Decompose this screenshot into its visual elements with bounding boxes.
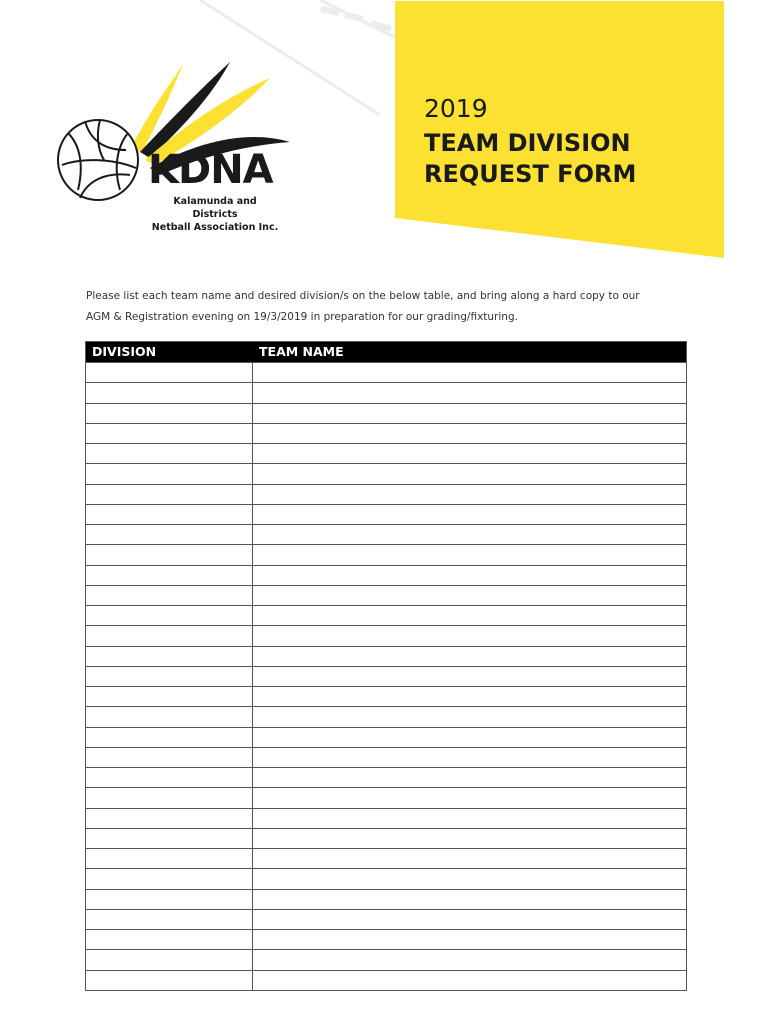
team-name-cell[interactable] <box>253 647 686 666</box>
table-row <box>86 848 686 868</box>
division-cell[interactable] <box>86 485 253 504</box>
division-cell[interactable] <box>86 768 253 787</box>
division-cell[interactable] <box>86 788 253 807</box>
team-name-cell[interactable] <box>253 788 686 807</box>
table-row <box>86 747 686 767</box>
table-row <box>86 524 686 544</box>
division-cell[interactable] <box>86 505 253 524</box>
table-row <box>86 767 686 787</box>
team-name-cell[interactable] <box>253 606 686 625</box>
division-cell[interactable] <box>86 930 253 949</box>
division-cell[interactable] <box>86 626 253 645</box>
division-cell[interactable] <box>86 525 253 544</box>
team-name-cell[interactable] <box>253 464 686 483</box>
table-row <box>86 362 686 382</box>
team-name-cell[interactable] <box>253 910 686 929</box>
table-row <box>86 463 686 483</box>
table-row <box>86 565 686 585</box>
division-cell[interactable] <box>86 809 253 828</box>
division-cell[interactable] <box>86 910 253 929</box>
header-team-name: TEAM NAME <box>259 344 344 359</box>
form-title-line2: REQUEST FORM <box>424 160 637 188</box>
team-name-cell[interactable] <box>253 950 686 969</box>
table-body <box>86 362 686 990</box>
table-row <box>86 403 686 423</box>
logo-subtitle <box>150 195 280 234</box>
logo-acronym: KDNA <box>148 147 273 193</box>
team-name-cell[interactable] <box>253 930 686 949</box>
division-cell[interactable] <box>86 971 253 990</box>
division-cell[interactable] <box>86 586 253 605</box>
team-name-cell[interactable] <box>253 383 686 402</box>
team-name-cell[interactable] <box>253 890 686 909</box>
table-row <box>86 605 686 625</box>
division-cell[interactable] <box>86 748 253 767</box>
team-name-cell[interactable] <box>253 505 686 524</box>
table-row <box>86 970 686 990</box>
table-header <box>86 342 686 362</box>
table-row <box>86 929 686 949</box>
team-name-cell[interactable] <box>253 363 686 382</box>
team-name-cell[interactable] <box>253 869 686 888</box>
logo-subtitle-line2: Netball Association Inc. <box>151 222 279 233</box>
table-row <box>86 889 686 909</box>
division-cell[interactable] <box>86 728 253 747</box>
team-name-cell[interactable] <box>253 748 686 767</box>
division-cell[interactable] <box>86 464 253 483</box>
team-name-cell[interactable] <box>253 586 686 605</box>
form-title-line1: TEAM DIVISION <box>424 129 631 157</box>
instructions-line2: AGM & Registration evening on 19/3/2019 in preparation for our grading/fixturing. <box>86 311 518 323</box>
table-row <box>86 443 686 463</box>
form-year: 2019 <box>424 94 488 123</box>
table-row <box>86 585 686 605</box>
team-name-cell[interactable] <box>253 485 686 504</box>
team-name-cell[interactable] <box>253 404 686 423</box>
table-row <box>86 504 686 524</box>
table-row <box>86 686 686 706</box>
table-row <box>86 484 686 504</box>
division-cell[interactable] <box>86 545 253 564</box>
table-row <box>86 382 686 402</box>
table-row <box>86 544 686 564</box>
division-cell[interactable] <box>86 829 253 848</box>
division-cell[interactable] <box>86 687 253 706</box>
division-cell[interactable] <box>86 424 253 443</box>
division-cell[interactable] <box>86 404 253 423</box>
division-cell[interactable] <box>86 444 253 463</box>
table-row <box>86 909 686 929</box>
header-division: DIVISION <box>92 344 157 359</box>
netball-icon <box>58 120 138 200</box>
division-cell[interactable] <box>86 849 253 868</box>
team-division-table <box>85 341 687 991</box>
instructions <box>86 286 686 328</box>
team-name-cell[interactable] <box>253 566 686 585</box>
team-name-cell[interactable] <box>253 424 686 443</box>
division-cell[interactable] <box>86 950 253 969</box>
team-name-cell[interactable] <box>253 667 686 686</box>
team-name-cell[interactable] <box>253 687 686 706</box>
team-name-cell[interactable] <box>253 444 686 463</box>
team-name-cell[interactable] <box>253 626 686 645</box>
team-name-cell[interactable] <box>253 971 686 990</box>
team-name-cell[interactable] <box>253 768 686 787</box>
team-name-cell[interactable] <box>253 849 686 868</box>
table-row <box>86 787 686 807</box>
team-name-cell[interactable] <box>253 525 686 544</box>
team-name-cell[interactable] <box>253 728 686 747</box>
table-row <box>86 727 686 747</box>
division-cell[interactable] <box>86 647 253 666</box>
division-cell[interactable] <box>86 667 253 686</box>
form-title <box>424 128 636 190</box>
table-row <box>86 949 686 969</box>
table-row <box>86 808 686 828</box>
division-cell[interactable] <box>86 869 253 888</box>
team-name-cell[interactable] <box>253 809 686 828</box>
court-lines <box>200 0 400 115</box>
division-cell[interactable] <box>86 707 253 726</box>
instructions-line1: Please list each team name and desired division/s on the below table, and bring along a hard copy to our <box>86 290 640 302</box>
team-name-cell[interactable] <box>253 545 686 564</box>
table-row <box>86 706 686 726</box>
team-name-cell[interactable] <box>253 707 686 726</box>
table-row <box>86 666 686 686</box>
court-dashes <box>320 6 392 32</box>
table-row <box>86 625 686 645</box>
division-cell[interactable] <box>86 890 253 909</box>
team-name-cell[interactable] <box>253 829 686 848</box>
division-cell[interactable] <box>86 566 253 585</box>
table-row <box>86 828 686 848</box>
table-row <box>86 423 686 443</box>
division-cell[interactable] <box>86 363 253 382</box>
table-row <box>86 868 686 888</box>
division-cell[interactable] <box>86 383 253 402</box>
division-cell[interactable] <box>86 606 253 625</box>
table-row <box>86 646 686 666</box>
logo-subtitle-line1: Kalamunda and Districts <box>173 196 257 220</box>
